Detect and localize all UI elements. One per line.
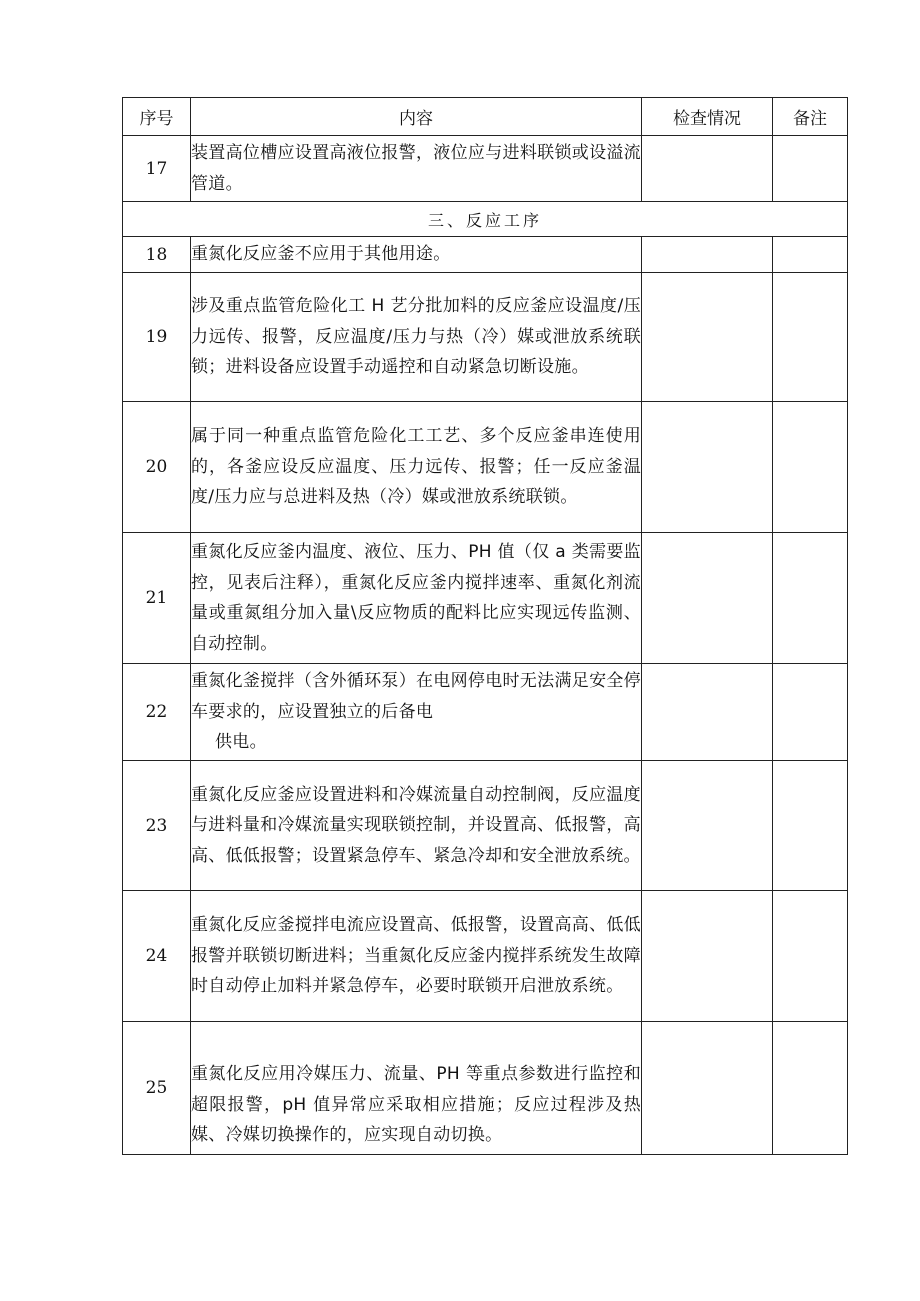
row-number: 17 [123, 136, 191, 202]
row-number: 23 [123, 761, 191, 891]
table-row [123, 1022, 848, 1155]
checklist-table [122, 97, 848, 1155]
header-no: 序号 [123, 98, 191, 136]
row-content: 重氮化反应釜内温度、液位、压力、PH 值（仅 a 类需要监控，见表后注释），重氮化反应釜内搅拌速率、重氮化剂流量或重氮组分加入量\反应物质的配料比应实现远传监测、自动控制。 [191, 533, 642, 664]
check-cell [642, 136, 773, 202]
row-number: 20 [123, 402, 191, 533]
row-number: 22 [123, 664, 191, 761]
row-number: 19 [123, 273, 191, 402]
row-number: 18 [123, 237, 191, 273]
row-content-line: 供电。 [215, 732, 267, 753]
check-cell [642, 1022, 773, 1155]
note-cell [773, 761, 848, 891]
table-row [123, 761, 848, 891]
table-row [123, 136, 848, 202]
note-cell [773, 273, 848, 402]
header-row [123, 98, 848, 136]
row-content: 重氮化反应釜搅拌电流应设置高、低报警，设置高高、低低报警并联锁切断进料；当重氮化反应釜内搅拌系统发生故障时自动停止加料并紧急停车，必要时联锁开启泄放系统。 [191, 891, 642, 1022]
table-row [123, 402, 848, 533]
row-content: 重氮化反应釜不应用于其他用途。 [191, 237, 642, 273]
table-row [123, 237, 848, 273]
note-cell [773, 533, 848, 664]
row-content: 装置高位槽应设置高液位报警，液位应与进料联锁或设溢流管道。 [191, 136, 642, 202]
note-cell [773, 237, 848, 273]
header-note: 备注 [773, 98, 848, 136]
row-content: 涉及重点监管危险化工 H 艺分批加料的反应釜应设温度/压力远传、报警，反应温度/压力与热（冷）媒或泄放系统联锁；进料设备应设置手动遥控和自动紧急切断设施。 [191, 273, 642, 402]
row-content: 属于同一种重点监管危险化工工艺、多个反应釜串连使用的，各釜应设反应温度、压力远传、报警；任一反应釜温度/压力应与总进料及热（冷）媒或泄放系统联锁。 [191, 402, 642, 533]
note-cell [773, 136, 848, 202]
table-row [123, 533, 848, 664]
note-cell [773, 402, 848, 533]
row-number: 24 [123, 891, 191, 1022]
section-title: 三、反应工序 [123, 202, 848, 237]
row-number: 21 [123, 533, 191, 664]
row-content-text: 重氮化反应用冷媒压力、流量、PH 等重点参数进行监控和超限报警，pH 值异常应采取相应措施；反应过程涉及热媒、冷媒切换操作的，应实现自动切换。 [191, 1064, 641, 1146]
note-cell [773, 891, 848, 1022]
note-cell [773, 1022, 848, 1155]
note-cell [773, 664, 848, 761]
check-cell [642, 237, 773, 273]
check-cell [642, 402, 773, 533]
table-row [123, 664, 848, 761]
check-cell [642, 664, 773, 761]
header-content: 内容 [191, 98, 642, 136]
header-check: 检查情况 [642, 98, 773, 136]
check-cell [642, 761, 773, 891]
table-row [123, 891, 848, 1022]
row-content [191, 664, 642, 761]
row-content: 重氮化反应釜应设置进料和冷媒流量自动控制阀，反应温度与进料量和冷媒流量实现联锁控制，并设置高、低报警，高高、低低报警；设置紧急停车、紧急冷却和安全泄放系统。 [191, 761, 642, 891]
check-cell [642, 891, 773, 1022]
row-content-line: 重氮化釜搅拌（含外循环泵）在电网停电时无法满足安全停车要求的，应设置独立的后备电 [191, 671, 641, 722]
check-cell [642, 533, 773, 664]
section-row [123, 202, 848, 237]
row-content [191, 1022, 642, 1155]
row-number: 25 [123, 1022, 191, 1155]
check-cell [642, 273, 773, 402]
table-row [123, 273, 848, 402]
